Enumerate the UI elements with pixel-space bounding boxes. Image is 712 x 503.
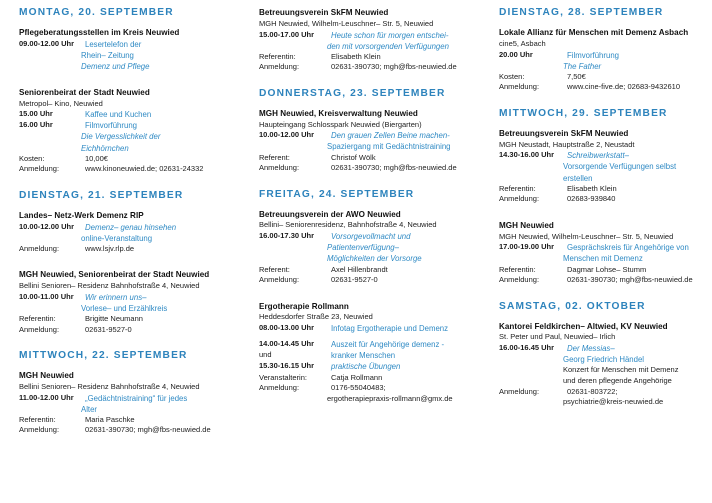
event-organizer: Kantorei Feldkirchen– Altwied, KV Neuwied <box>499 321 668 331</box>
event-field-label: Referentin: <box>259 51 296 61</box>
event-field-value: 02631-9527-0 <box>331 275 378 285</box>
event-time-label: 16.00-17.30 Uhr <box>259 231 315 241</box>
event-field-label: Referent: <box>259 152 290 162</box>
event-detail-row <box>19 222 248 233</box>
event-organizer: Pflegeberatungsstellen im Kreis Neuwied <box>19 28 180 37</box>
event-detail-continuation: The Father <box>563 61 602 71</box>
event-time-label: 10.00-12.00 Uhr <box>259 130 315 140</box>
event-detail-continuation: Möglichkeiten der Vorsorge <box>327 254 422 264</box>
event-detail-continuation: online-Veranstaltung <box>81 233 153 243</box>
event-field-value: Schreibwerkstatt– <box>567 151 629 161</box>
event-field-value: Demenz– genau hinsehen <box>85 222 177 232</box>
event-field-label: Anmeldung: <box>19 243 60 253</box>
day-header: DIENSTAG, 28. SEPTEMBER <box>499 7 664 18</box>
event-organizer: Lokale Allianz für Menschen mit Demenz Asbach <box>499 28 689 37</box>
day-header: MONTAG, 20. SEPTEMBER <box>19 7 174 18</box>
event-entry <box>19 370 248 436</box>
event-field-label: Kosten: <box>499 71 525 81</box>
event-field-label: Referent: <box>259 264 290 274</box>
event-field-value: Elisabeth Klein <box>331 51 381 61</box>
event-organizer: MGH Neuwied, Seniorenbeirat der Stadt Neuwied <box>19 270 210 280</box>
event-venue: St. Peter und Paul, Neuwied– Irlich <box>499 332 616 342</box>
event-field-value: kranker Menschen <box>331 351 396 361</box>
event-time-label: 16.00 Uhr <box>19 120 53 130</box>
event-detail-row <box>499 184 712 195</box>
event-field-value: Axel Hillenbrandt <box>331 264 388 274</box>
calendar-column-3 <box>494 7 712 499</box>
event-field-label: Referentin: <box>499 264 536 274</box>
event-field-value: Vorsorgevollmacht und <box>331 232 411 242</box>
event-field-value: Infotag Ergotherapie und Demenz <box>331 324 449 334</box>
event-organizer: MGH Neuwied <box>19 371 74 381</box>
event-detail-row <box>259 373 488 384</box>
event-detail-row <box>259 130 488 141</box>
event-detail-row <box>499 50 712 61</box>
event-entry <box>19 210 248 254</box>
event-field-label: Referentin: <box>499 183 536 193</box>
event-entry <box>259 108 488 174</box>
event-time-label: 15.30-16.15 Uhr <box>259 361 315 371</box>
event-field-value: Den grauen Zellen Beine machen- <box>331 131 450 141</box>
event-detail-row <box>259 30 488 41</box>
event-field-value: Kaffee und Kuchen <box>85 110 152 120</box>
event-time-label: 16.00-16.45 Uhr <box>499 343 555 353</box>
event-field-value: www.lsjv.rlp.de <box>85 243 135 253</box>
event-venue: MGH Neustadt, Hauptstraße 2, Neustadt <box>499 139 635 149</box>
event-field-label: Referentin: <box>19 313 56 323</box>
event-field-label: Kosten: <box>19 153 45 163</box>
event-field-label: Anmeldung: <box>259 62 300 72</box>
event-field-value: Brigitte Neumann <box>85 313 143 323</box>
event-organizer: MGH Neuwied, Kreisverwaltung Neuwied <box>259 108 418 118</box>
event-detail-continuation: Vorlese– und Erzählkreis <box>81 303 168 313</box>
event-field-value: 02683-939840 <box>567 194 616 204</box>
event-detail-row <box>259 350 488 361</box>
event-detail-continuation: den mit vorsorgenden Verfügungen <box>327 41 449 51</box>
event-detail-row <box>19 164 248 175</box>
event-organizer: Betreuungsverein der AWO Neuwied <box>259 209 401 219</box>
event-detail-row <box>259 339 488 350</box>
event-field-value: Christof Wölk <box>331 152 376 162</box>
event-detail-row <box>19 314 248 325</box>
event-field-value: „Gedächtnistraining“ für jedes <box>85 393 188 403</box>
event-detail-row <box>259 231 488 242</box>
event-field-value: 02631-390730; mgh@fbs-neuwied.de <box>85 425 211 435</box>
event-detail-row <box>499 194 712 205</box>
event-field-value: 02631-390730; mgh@fbs-neuwied.de <box>331 62 457 72</box>
event-detail-row <box>259 383 488 394</box>
event-detail-row <box>259 52 488 63</box>
event-field-value: 0176-55040483; <box>331 383 386 393</box>
event-field-label: Anmeldung: <box>19 324 60 334</box>
event-organizer: Betreuungsverein SkFM Neuwied <box>259 8 389 17</box>
event-time-label: 10.00-12.00 Uhr <box>19 221 75 231</box>
event-field-label: Anmeldung: <box>19 164 60 174</box>
event-detail-row <box>499 275 712 286</box>
event-time-label: 20.00 Uhr <box>499 49 533 59</box>
event-field-value: www.cine-five.de; 02683-9432610 <box>567 82 680 92</box>
event-organizer: Ergotherapie Rollmann <box>259 301 349 311</box>
event-entry <box>499 128 712 205</box>
event-field-value: Elisabeth Klein <box>567 183 617 193</box>
event-detail-row <box>499 387 712 398</box>
event-field-value: praktische Übungen <box>331 362 401 372</box>
day-header: DIENSTAG, 21. SEPTEMBER <box>19 189 184 201</box>
event-field-value: Auszeit für Angehörige demenz - <box>331 340 445 350</box>
event-venue: Bellini– Seniorenresidenz, Bahnhofstraße 4, Neuwied <box>259 220 437 230</box>
event-field-value: 02631-390730; mgh@fbs-neuwied.de <box>331 163 457 173</box>
event-time-label: 14.30-16.00 Uhr <box>499 150 555 160</box>
event-field-value: Der Messias– <box>567 344 615 354</box>
event-detail-row <box>19 39 248 50</box>
event-organizer: MGH Neuwied <box>499 220 554 230</box>
event-venue: Haupteingang Schlosspark Neuwied (Biergarten) <box>259 119 422 129</box>
event-entry <box>19 87 248 175</box>
event-field-value: Lesertelefon der <box>85 39 142 49</box>
event-detail-continuation: Georg Friedrich Händel <box>563 355 645 365</box>
day-header: MITTWOCH, 22. SEPTEMBER <box>19 350 188 362</box>
event-detail-row <box>19 415 248 426</box>
event-field-value: 02631-390730; mgh@fbs-neuwied.de <box>567 275 693 285</box>
day-header: SAMSTAG, 02. OKTOBER <box>499 300 646 312</box>
event-venue: Metropol– Kino, Neuwied <box>19 98 103 108</box>
event-entry <box>259 7 488 73</box>
event-detail-row <box>499 150 712 161</box>
event-detail-row <box>19 244 248 255</box>
event-venue: Bellini Senioren– Residenz Bahnhofstraße 4, Neuwied <box>19 381 200 391</box>
event-field-value: Heute schon für morgen entschei- <box>331 30 449 40</box>
event-detail-row <box>259 323 488 334</box>
event-field-value: 10,00€ <box>85 153 108 163</box>
event-field-value: 7,50€ <box>567 71 586 81</box>
event-entry <box>259 209 488 286</box>
event-entry <box>19 27 248 72</box>
event-time-label: 17.00-19.00 Uhr <box>499 242 555 252</box>
event-detail-row <box>19 393 248 404</box>
event-detail-row <box>259 361 488 372</box>
event-time-label: 14.00-14.45 Uhr <box>259 339 315 349</box>
event-detail-row <box>19 325 248 336</box>
event-field-label: und <box>259 350 272 360</box>
event-field-value: www.kinoneuwied.de; 02631-24332 <box>85 164 204 174</box>
event-field-label: Veranstalterin: <box>259 372 307 382</box>
event-time-label: 09.00-12.00 Uhr <box>19 38 75 48</box>
event-entry <box>499 220 712 286</box>
event-entry <box>499 321 712 408</box>
day-header: DONNERSTAG, 23. SEPTEMBER <box>259 87 446 99</box>
day-header: MITTWOCH, 29. SEPTEMBER <box>499 107 668 119</box>
event-detail-row <box>19 109 248 120</box>
event-field-label: Anmeldung: <box>19 425 60 435</box>
event-detail-continuation: Eichhörnchen <box>81 143 129 153</box>
day-header: FREITAG, 24. SEPTEMBER <box>259 188 415 200</box>
event-detail-continuation: Rhein– Zeitung <box>81 50 134 60</box>
event-detail-row <box>19 154 248 165</box>
event-detail-row <box>259 153 488 164</box>
event-detail-continuation: Alter <box>81 404 98 414</box>
calendar-column-1 <box>4 7 254 499</box>
event-organizer: Landes– Netz-Werk Demenz RlP <box>19 210 144 220</box>
event-detail-row <box>259 62 488 73</box>
event-field-label: Anmeldung: <box>499 386 540 396</box>
event-field-label: Referentin: <box>19 414 56 424</box>
event-venue: MGH Neuwied, Wilhelm-Leuschner– Str. 5, Neuwied <box>499 231 674 241</box>
event-time-label: 08.00-13.00 Uhr <box>259 323 315 333</box>
event-field-label: Anmeldung: <box>259 275 300 285</box>
event-organizer: Betreuungsverein SkFM Neuwied <box>499 128 629 138</box>
event-entry <box>19 269 248 335</box>
event-detail-row <box>259 275 488 286</box>
event-field-value: Dagmar Lohse– Stumm <box>567 264 647 274</box>
event-detail-continuation: ergotherapiepraxis-rollmann@gmx.de <box>327 393 453 403</box>
event-organizer: Seniorenbeirat der Stadt Neuwied <box>19 87 150 97</box>
event-venue: MGH Neuwied, Wilhelm-Leuschner– Str. 5, Neuwied <box>259 18 434 28</box>
event-time-label: 15.00 Uhr <box>19 109 53 119</box>
event-detail-continuation: Konzert für Menschen mit Demenz <box>563 365 679 375</box>
event-detail-row <box>19 425 248 436</box>
event-field-value: 02631-9527-0 <box>85 324 132 334</box>
event-venue: Bellini Senioren– Residenz Bahnhofstraße 4, Neuwied <box>19 280 200 290</box>
event-field-value: 02631-803722; <box>567 386 618 396</box>
event-detail-continuation: erstellen <box>563 173 593 183</box>
event-entry <box>499 27 712 93</box>
event-field-label: Anmeldung: <box>499 194 540 204</box>
event-detail-row <box>259 163 488 174</box>
event-detail-row <box>259 265 488 276</box>
event-field-label: Anmeldung: <box>259 163 300 173</box>
event-field-value: Wir erinnern uns– <box>85 292 147 302</box>
event-detail-continuation: Vorsorgende Verfügungen selbst <box>563 162 677 172</box>
event-time-label: 10.00-11.00 Uhr <box>19 291 74 301</box>
event-detail-continuation: Menschen mit Demenz <box>563 254 643 264</box>
event-detail-row <box>499 265 712 276</box>
event-field-value: Catja Rollmann <box>331 372 383 382</box>
event-field-value: Maria Paschke <box>85 414 135 424</box>
event-field-label: Anmeldung: <box>499 275 540 285</box>
event-field-value: Filmvorführung <box>85 121 137 131</box>
event-venue: Heddesdorfer Straße 23, Neuwied <box>259 312 373 322</box>
event-detail-continuation: Spaziergang mit Gedächtnistraining <box>327 142 451 152</box>
event-detail-continuation: Die Vergesslichkeit der <box>81 132 161 142</box>
event-time-label: 11.00-12.00 Uhr <box>19 392 74 402</box>
event-detail-continuation: und deren pflegende Angehörige <box>563 376 672 386</box>
event-detail-row <box>499 242 712 253</box>
event-field-value: Filmvorführung <box>567 50 619 60</box>
event-field-value: Gesprächskreis für Angehörige von <box>567 243 689 253</box>
event-detail-row <box>19 292 248 303</box>
event-time-label: 15.00-17.00 Uhr <box>259 29 315 39</box>
event-detail-continuation: psychiatrie@kreis-neuwied.de <box>563 397 664 407</box>
event-detail-continuation: Patientenverfügung– <box>327 243 399 253</box>
event-venue: cine5, Asbach <box>499 38 546 48</box>
event-field-label: Anmeldung: <box>499 82 540 92</box>
calendar-column-2 <box>254 7 494 499</box>
event-detail-row <box>499 82 712 93</box>
event-detail-row <box>499 72 712 83</box>
event-detail-continuation: Demenz und Pflege <box>81 61 150 71</box>
event-detail-row <box>499 343 712 354</box>
event-detail-row <box>19 120 248 131</box>
event-entry <box>259 301 488 405</box>
event-field-label: Anmeldung: <box>259 383 300 393</box>
